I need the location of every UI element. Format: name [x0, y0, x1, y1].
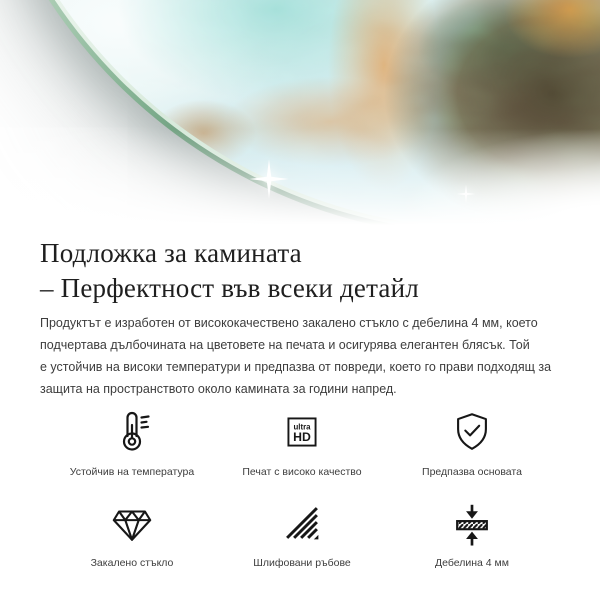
ultra-text: ultra: [293, 422, 311, 432]
ultra-hd-icon: [281, 411, 323, 453]
icon-box: [108, 407, 156, 457]
thermometer-icon: [108, 408, 156, 456]
feature-label: Закалено стъкло: [90, 557, 174, 569]
feature-label: Шлифовани ръбове: [253, 557, 351, 569]
icon-box: [449, 498, 495, 548]
feature-label: Предпазва основата: [422, 466, 522, 478]
hd-text: HD: [293, 430, 311, 445]
diamond-icon: [109, 500, 155, 546]
description-line: Продуктът е изработен от висококачествено закалено стъкло с дебелина 4 мм, което: [40, 316, 538, 330]
feature-label: Устойчив на температура: [69, 466, 195, 478]
page-title: [40, 236, 560, 305]
feature-label: Дебелина 4 мм: [435, 557, 509, 569]
title-line-1: Подложка за камината: [40, 238, 302, 268]
thickness-4mm-icon: [449, 500, 495, 546]
feature-tempered-glass: [47, 498, 217, 569]
icon-box: [109, 498, 155, 548]
feature-print-quality: [217, 407, 387, 478]
feature-thickness: [387, 498, 557, 569]
title-line-2: – Перфектност във всеки детайл: [40, 272, 419, 303]
feature-label: Печат с високо качество: [242, 466, 362, 478]
product-image: [0, 0, 600, 234]
feature-temperature: [47, 407, 217, 478]
product-description: [40, 312, 560, 400]
polished-edges-icon: [281, 502, 323, 544]
feature-protects-base: [387, 407, 557, 478]
description-line: е устойчив на високи температури и предпазва от повреди, което го прави подходящ за: [40, 360, 552, 374]
icon-box: [281, 498, 323, 548]
shield-check-icon: [449, 409, 495, 455]
hero-fade: [0, 0, 600, 234]
description-line: защита на пространството около камината за години напред.: [40, 382, 397, 396]
icon-box: [281, 407, 323, 457]
icon-box: [449, 407, 495, 457]
feature-polished-edges: [217, 498, 387, 569]
features-grid: [47, 407, 560, 569]
description-line: подчертава дълбочината на цветовете на печата и осигурява елегантен блясък. Той: [40, 338, 530, 352]
